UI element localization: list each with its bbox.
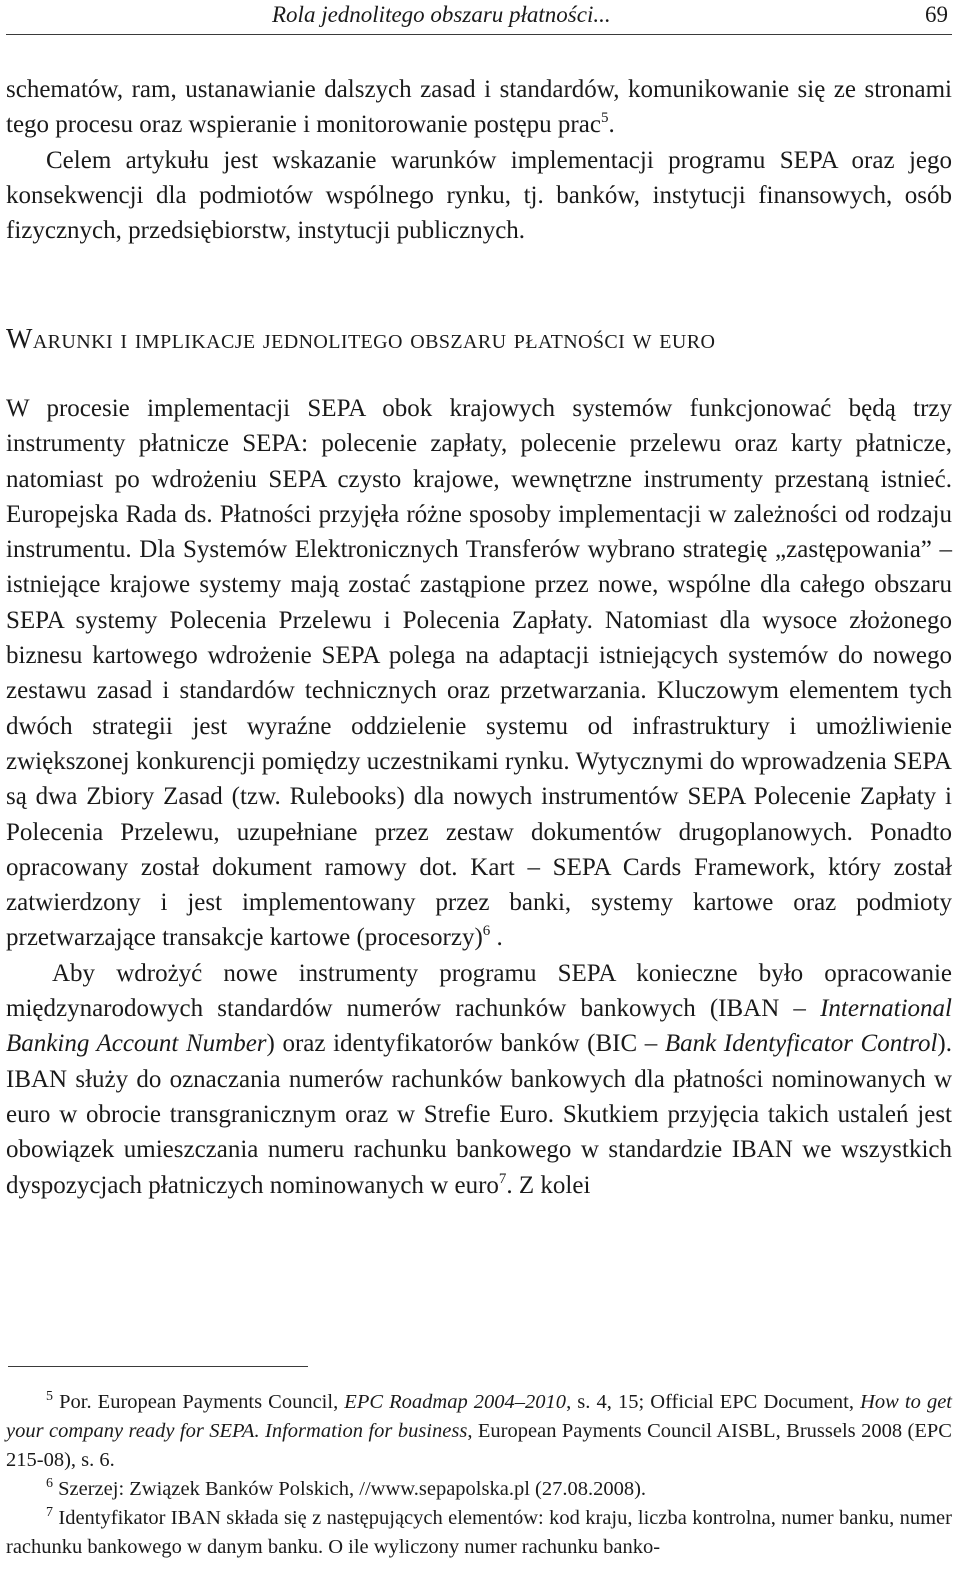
- intro-sentence-1: schematów, ram, ustanawianie dalszych zasad i standardów, komunikowanie się ze stronami tego procesu oraz wspieranie i monitorowanie postępu prac: [6, 76, 952, 139]
- footnote-title: How to get your company ready for SEPA. Information for business: [6, 1391, 953, 1442]
- footnote-divider: [8, 1366, 308, 1367]
- running-title: Rola jednolitego obszaru płatności...: [272, 2, 611, 27]
- footnotes: [6, 1388, 952, 1562]
- footnote-7: [6, 1504, 952, 1562]
- running-header: [6, 0, 952, 35]
- intro-sentence-2: Celem artykułu jest wskazanie warunków implementacji programu SEPA oraz jego konsekwencji dla podmiotów wspólnego rynku, tj. banków, instytucji finansowych, osób fizycznych, przedsiębiorstw, instytucji publicznych.: [6, 146, 952, 245]
- footnote-text: , European Payments Council AISBL, Brussels 2008 (EPC 215-08), s. 6.: [6, 1420, 952, 1471]
- body-paragraph-1: W procesie implementacji SEPA obok krajowych systemów funkcjonować będą trzy instrumenty płatnicze SEPA: polecenie zapłaty, polecenie przelewu oraz karty płatnicze, natomiast po wdrożeniu SEPA czysto krajowe, wewnętrzne instrumenty przestaną istnieć. Europejska Rada ds. Płatności przyjęła różne sposoby implementacji w zależności od rodzaju instrumentu. Dla Systemów Elektronicznych Transferów wybrano strategię „zastępowania” – istniejące krajowe systemy mają zostać zastąpione przez nowe, wspólne dla całego obszaru SEPA systemy Polecenia Przelewu i Polecenia Zapłaty. Natomiast dla wysoce złożonego biznesu kartowego wdrożenie SEPA polega na adaptacji istniejących systemów do nowego zestawu zasad i standardów technicznych oraz przetwarzania. Kluczowym elementem tych dwóch strategii jest wyraźne oddzielenie systemu od infrastruktury i umożliwienie zwiększonej konkurencji pomiędzy uczestnikami rynku. Wytycznymi do wprowadzenia SEPA są dwa Zbiory Zasad (tzw. Rulebooks) dla nowych instrumentów SEPA Polecenie Zapłaty i Polecenia Przelewu, uzupełniane przez zestaw dokumentów drugoplanowych. Ponadto opracowany został dokument ramowy dot. Kart – SEPA Cards Framework, który został zatwierdzony i jest implementowany przez banki, systemy kartowe oraz podmioty przetwarzające transakcje kartowe (procesorzy): [6, 395, 952, 952]
- footnote-text: Szerzej: Związek Banków Polskich, //www.sepapolska.pl (27.08.2008).: [53, 1478, 647, 1500]
- bic-term: Bank Identyficator Control: [664, 1030, 938, 1058]
- iban-term: International Banking Account Number: [6, 995, 952, 1058]
- body-paragraph-2-part-d: . Z kolei: [506, 1171, 591, 1199]
- footnote-text: Identyfikator IBAN składa się z następujących elementów: kod kraju, liczba kontrolna, numer banku, numer rachunku bankowego w danym banku. O ile wyliczony numer rachunku banko-: [6, 1507, 952, 1558]
- footnote-text: , s. 4, 15; Official EPC Document,: [566, 1391, 861, 1413]
- footnote-number: 6: [46, 1476, 53, 1491]
- section-body: [6, 391, 952, 1203]
- body-paragraph-1-end: .: [490, 924, 503, 952]
- footnote-text: Por. European Payments Council,: [53, 1391, 345, 1413]
- section-heading: Warunki i implikacje jednolitego obszaru płatności w euro: [6, 324, 716, 355]
- footnote-ref-5: 5: [600, 110, 609, 127]
- footnote-5: [6, 1388, 952, 1475]
- footnote-number: 5: [46, 1389, 53, 1404]
- body-paragraph-2-part-b: ) oraz identyfikatorów banków (BIC –: [266, 1030, 665, 1058]
- footnote-ref-6: 6: [482, 923, 491, 940]
- body-paragraph-2-part-a: Aby wdrożyć nowe instrumenty programu SEPA konieczne było opracowanie międzynarodowych standardów numerów rachunków bankowych (IBAN –: [6, 959, 952, 1023]
- footnote-title: EPC Roadmap 2004–2010: [344, 1391, 567, 1413]
- book-page: [6, 0, 952, 1574]
- intro-paragraph: schematów, ram, ustanawianie dalszych zasad i standardów, komunikowanie się ze stronami tego procesu oraz wspieranie i monitorowanie postępu prac$^5$. Celem artykułu jest wskazanie warunków implementacji programu SEPA oraz jego konsekwencji dla podmiotów wspólnego rynku, tj. banków, instytucji finansowych, osób fizycznych, przedsiębiorstw, instytucji publicznych.: [6, 76, 952, 245]
- body-paragraph-2-part-c: ). IBAN służy do oznaczania numerów rachunków bankowych dla płatności nominowanych w euro w obrocie transgranicznym oraz w Strefie Euro. Skutkiem przyjęcia takich ustaleń jest obowiązek umieszczania numeru rachunku bankowego w standardzie IBAN we wszystkich dyspozycjach płatniczych nominowanych w euro: [6, 1030, 952, 1199]
- footnote-6: [6, 1475, 952, 1504]
- footnote-ref-7: 7: [498, 1170, 507, 1187]
- page-number: 69: [925, 2, 948, 27]
- footnote-number: 7: [46, 1505, 53, 1520]
